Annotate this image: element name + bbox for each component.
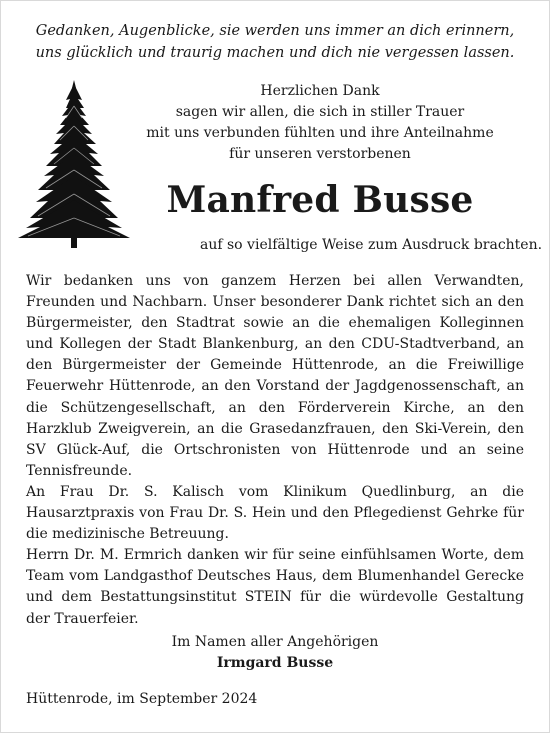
place-date: Hüttenrode, im September 2024 — [26, 691, 258, 707]
signature-intro: Im Namen aller Angehörigen — [171, 634, 379, 650]
thanks-line-2: sagen wir allen, die sich in stiller Trauer — [175, 104, 465, 120]
memorial-quote — [0, 20, 550, 64]
thanks-block — [120, 81, 520, 165]
acknowledgement-paragraph-1: Wir bedanken uns von ganzem Herzen bei allen Verwandten, Freunden und Nachbarn. Unser besonderer Dank richtet sich an den Bürgermeister, den Stadtrat sowie an die ehemaligen Kolleginnen und Kollegen der Stadt Blankenburg, an den CDU-Stadtverband, an den Bürgermeister der Gemeinde Hüttenrode, an die Freiwillige Feuerwehr Hüttenrode, an den Vorstand der Jagdgenossenschaft, an die Schützengesellschaft, an den Förderverein Kirche, an den Harzklub Zweigverein, an die Grasedanzfrauen, den Ski-Verein, den SV Glück-Auf, die Ortschronisten von Hüttenrode und an seine Tennisfreunde. — [26, 273, 524, 479]
acknowledgement-text — [26, 271, 524, 630]
quote-line-2: uns glücklich und traurig machen und dich nie vergessen lassen. — [35, 45, 515, 61]
thanks-line-3: mit uns verbunden fühlten und ihre Anteilnahme — [146, 125, 494, 141]
acknowledgement-paragraph-3: Herrn Dr. M. Ermrich danken wir für seine einfühlsamen Worte, dem Team vom Landgasthof Deutsches Haus, dem Blumenhandel Gerecke und dem Bestattungsinstitut STEIN für die würdevolle Gestaltung der Trauerfeier. — [26, 547, 524, 627]
after-name-line: auf so vielfältige Weise zum Ausdruck brachten. — [200, 237, 543, 253]
thanks-line-1: Herzlichen Dank — [260, 83, 380, 99]
quote-line-1: Gedanken, Augenblicke, sie werden uns immer an dich erinnern, — [35, 23, 515, 39]
signer-name: Irmgard Busse — [216, 655, 334, 671]
acknowledgement-paragraph-2: An Frau Dr. S. Kalisch vom Klinikum Quedlinburg, an die Hausarztpraxis von Frau Dr. S. Hein und den Pflegedienst Gehrke für die medizinische Betreuung. — [26, 483, 524, 543]
signature-block — [0, 632, 550, 674]
deceased-name: Manfred Busse — [166, 179, 474, 221]
thanks-line-4: für unseren verstorbenen — [229, 146, 411, 162]
fir-tree-icon — [14, 78, 134, 250]
